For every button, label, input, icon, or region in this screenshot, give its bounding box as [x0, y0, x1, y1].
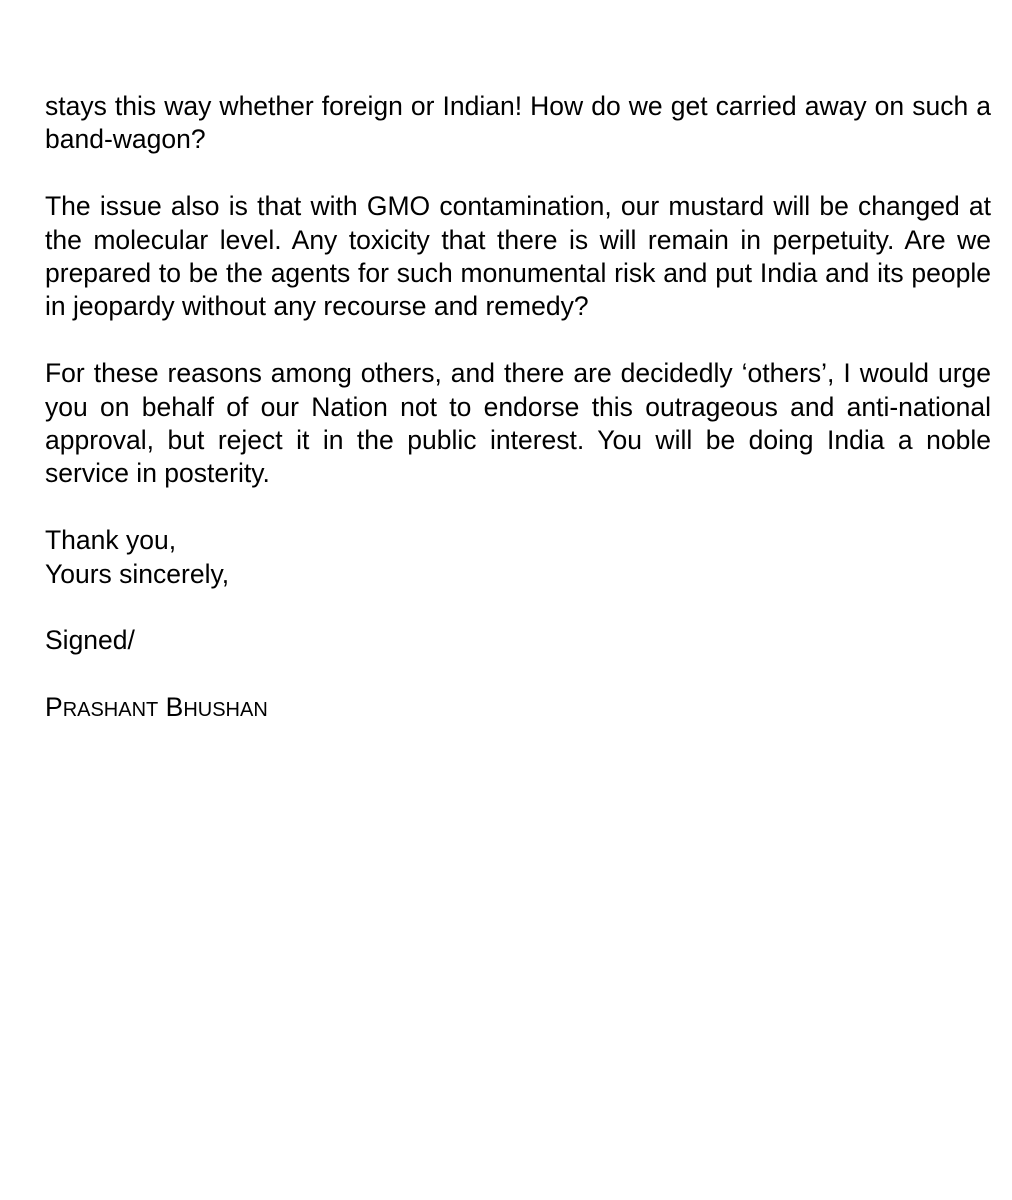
closing-valediction: Yours sincerely,	[45, 558, 230, 589]
letter-page	[45, 90, 991, 728]
closing-thanks: Thank you,	[45, 525, 177, 556]
closing-block	[45, 524, 991, 591]
body-paragraph-3: For these reasons among others, and there are decidedly ‘others’, I would urge you on behalf of our Nation not to endorse this outrageous and anti-national approval, but reject it in the public interest. You will be doing India a noble service in posterity.	[45, 358, 991, 489]
signatory-name	[45, 691, 991, 727]
signed-line: Signed/	[45, 625, 135, 656]
signatory-last-initial: B	[165, 692, 184, 723]
signatory-first-rest: RASHANT	[62, 699, 159, 722]
signatory-last-rest: HUSHAN	[183, 699, 268, 722]
body-paragraph-1: stays this way whether foreign or Indian! How do we get carried away on such a band-wagon?	[45, 91, 991, 155]
signatory-first-initial: P	[45, 692, 63, 723]
body-paragraph-2: The issue also is that with GMO contamination, our mustard will be changed at the molecular level. Any toxicity that there is will remain in perpetuity. Are we prepared to be the agents for such monumental risk and put India and its people in jeopardy without any recourse and remedy?	[45, 191, 991, 322]
